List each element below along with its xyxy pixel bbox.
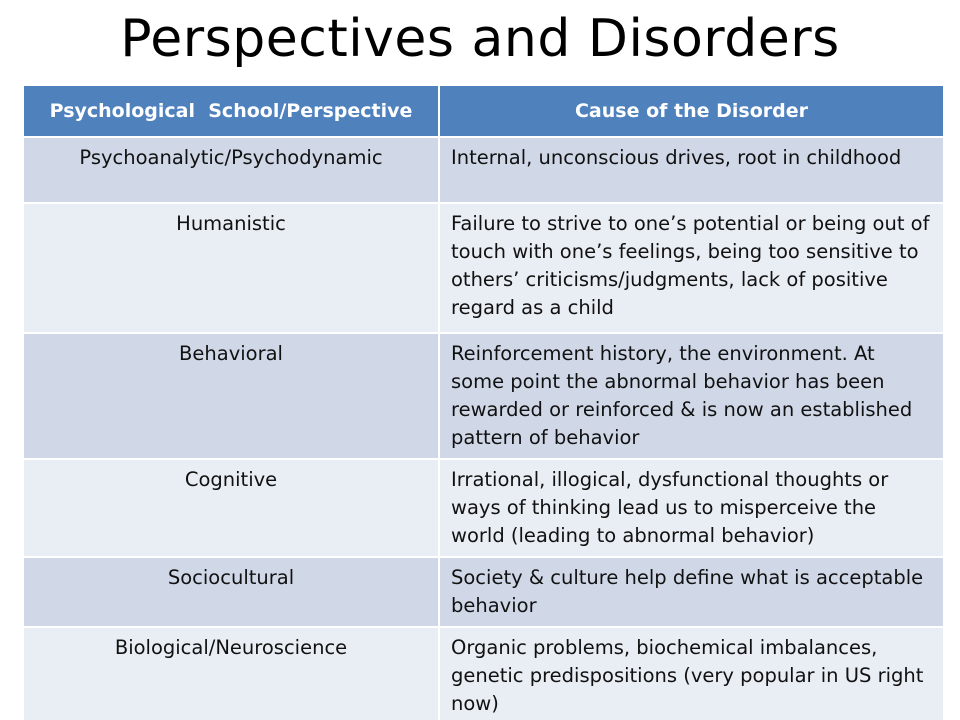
table-row: [24, 459, 943, 557]
table-row: [24, 557, 943, 627]
table-row: [24, 333, 943, 459]
school-cell: Sociocultural: [24, 557, 439, 627]
school-cell: Biological/Neuroscience: [24, 627, 439, 720]
table-header-row: [24, 86, 943, 137]
school-cell: Psychoanalytic/Psychodynamic: [24, 137, 439, 203]
cause-cell: Irrational, illogical, dysfunctional thoughts or ways of thinking lead us to misperceive the world (leading to abnormal behavior): [439, 459, 943, 557]
table-body: [24, 137, 943, 720]
table-row: [24, 627, 943, 720]
cause-cell: Internal, unconscious drives, root in childhood: [439, 137, 943, 203]
table-header: [24, 86, 943, 137]
school-cell: Humanistic: [24, 203, 439, 333]
table-row: [24, 203, 943, 333]
page-title: Perspectives and Disorders: [120, 9, 840, 69]
school-cell: Cognitive: [24, 459, 439, 557]
cause-cell: Reinforcement history, the environment. At some point the abnormal behavior has been rewarded or reinforced & is now an established pattern of behavior: [439, 333, 943, 459]
cause-cell: Failure to strive to one’s potential or being out of touch with one’s feelings, being too sensitive to others’ criticisms/judgments, lack of positive regard as a child: [439, 203, 943, 333]
table-row: [24, 137, 943, 203]
column-header-cause: Cause of the Disorder: [439, 86, 943, 137]
cause-cell: Society & culture help define what is acceptable behavior: [439, 557, 943, 627]
perspectives-table: [24, 86, 943, 720]
cause-cell: Organic problems, biochemical imbalances, genetic predispositions (very popular in US right now): [439, 627, 943, 720]
school-cell: Behavioral: [24, 333, 439, 459]
column-header-school: Psychological School/Perspective: [24, 86, 439, 137]
